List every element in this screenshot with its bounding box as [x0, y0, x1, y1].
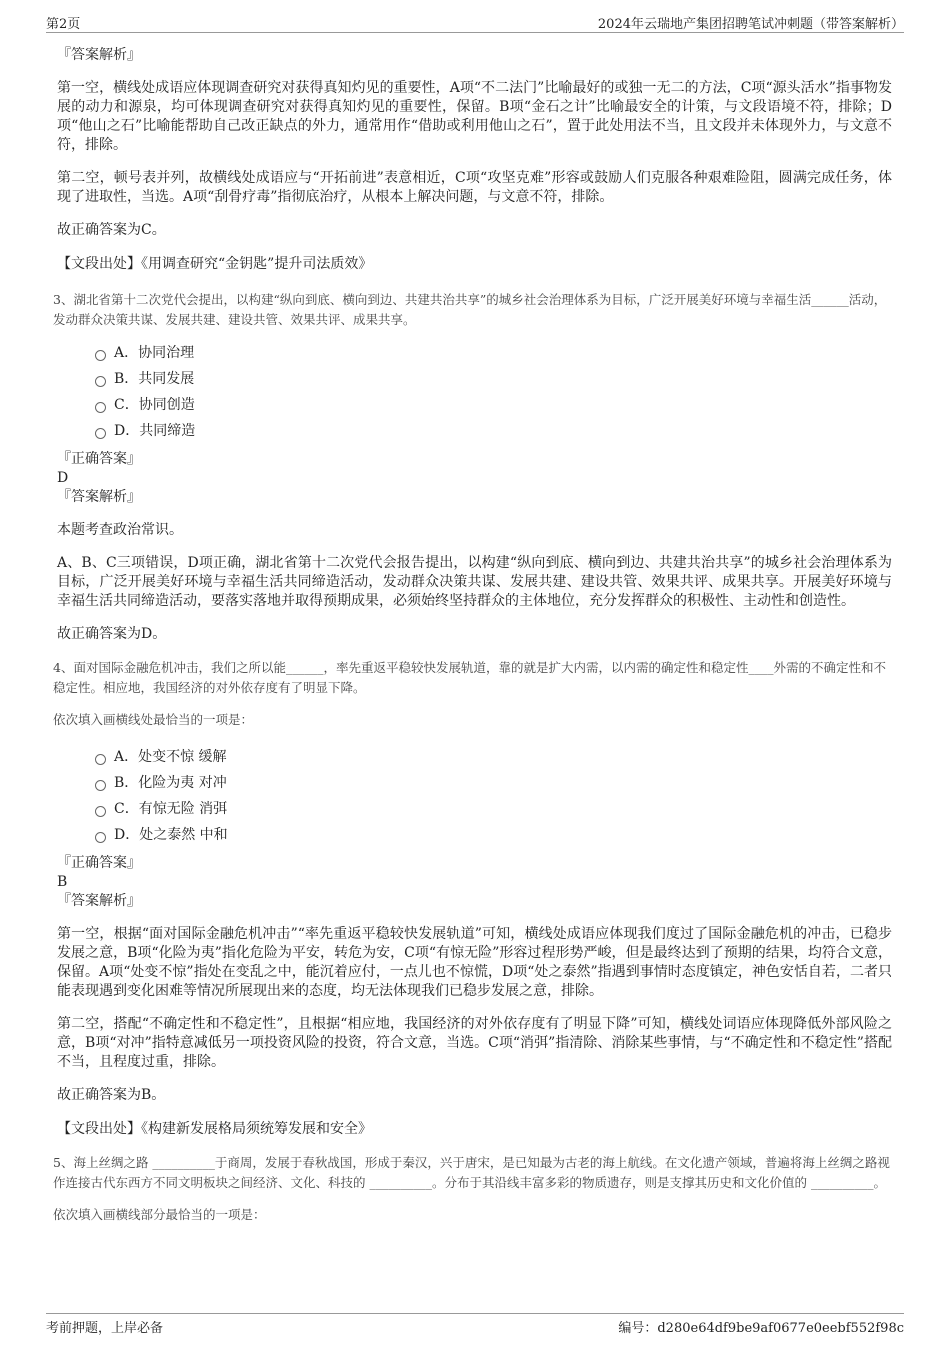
- q4-option-d[interactable]: D．处之泰然 中和: [95, 822, 892, 848]
- q5-question: 5、海上丝绸之路 __________于商周，发展于春秋战国，形成于秦汉，兴于唐宋，是已知最为古老的海上航线。在文化遗产领域，普遍将海上丝绸之路视作连接古代东西方不同文明板块之间经济、文化、科技的 __________。分布于其沿线丰富多彩的物质遗存，则是支撑其历史和文化价值的 __________。: [53, 1155, 890, 1190]
- radio-icon[interactable]: [95, 832, 106, 843]
- q4-conclusion: 故正确答案为B。: [57, 1087, 166, 1103]
- radio-icon[interactable]: [95, 402, 106, 413]
- q3-correct-answer: D: [57, 470, 69, 486]
- q3-options: [95, 340, 892, 444]
- radio-icon[interactable]: [95, 428, 106, 439]
- q4-analysis-label: 『答案解析』: [57, 893, 141, 909]
- page-content: [53, 46, 892, 1225]
- page-footer: [46, 1313, 904, 1336]
- q5-instruction: 依次填入画横线部分最恰当的一项是：: [53, 1207, 266, 1222]
- radio-icon[interactable]: [95, 806, 106, 817]
- q4-analysis-p1: 第一空，根据“面对国际金融危机冲击”“率先重返平稳较快发展轨道”可知，横线处成语应体现我们度过了国际金融危机的冲击，已稳步发展之意，B项“化险为夷”指化危险为平安，转危为安，C项“有惊无险”形容过程形势严峻，但是最终达到了预期的结果，均符合文意，保留。A项“处变不惊”指处在变乱之中，能沉着应付，一点儿也不惊慌，D项“处之泰然”指遇到事情时态度镇定，神色安恬自若，二者只能表现遇到变化困难等情况所展现出来的态度，均无法体现我们已稳步发展之意，排除。: [57, 926, 892, 999]
- q3-option-d[interactable]: D．共同缔造: [95, 418, 892, 444]
- q3-analysis-p2: A、B、C三项错误，D项正确，湖北省第十二次党代会报告提出，以构建“纵向到底、横向到边、共建共治共享”的城乡社会治理体系为目标，广泛开展美好环境与幸福生活共同缔造活动，发动群众决策共谋、发展共建、建设共管、效果共评、成果共享。开展美好环境与幸福生活共同缔造活动，要落实落地并取得预期成果，必须始终坚持群众的主体地位，充分发挥群众的积极性、主动性和创造性。: [57, 555, 892, 609]
- q2-conclusion: 故正确答案为C。: [57, 222, 166, 238]
- q2-source: 【文段出处】《用调查研究“金钥匙”提升司法质效》: [57, 256, 373, 272]
- q4-option-a[interactable]: A．处变不惊 缓解: [95, 744, 892, 770]
- q4-source: 【文段出处】《构建新发展格局须统筹发展和安全》: [57, 1121, 372, 1137]
- q4-option-c[interactable]: C．有惊无险 消弭: [95, 796, 892, 822]
- q3-analysis-p1: 本题考查政治常识。: [57, 522, 183, 538]
- q3-analysis-label: 『答案解析』: [57, 489, 141, 505]
- q2-analysis-label: 『答案解析』: [57, 47, 141, 63]
- radio-icon[interactable]: [95, 780, 106, 791]
- radio-icon[interactable]: [95, 350, 106, 361]
- q4-correct-label: 『正确答案』: [57, 855, 141, 871]
- q4-option-b[interactable]: B．化险为夷 对冲: [95, 770, 892, 796]
- q3-option-a[interactable]: A．协同治理: [95, 340, 892, 366]
- q3-option-b[interactable]: B．共同发展: [95, 366, 892, 392]
- q3-question: 3、湖北省第十二次党代会提出，以构建“纵向到底、横向到边、共建共治共享”的城乡社会治理体系为目标，广泛开展美好环境与幸福生活______活动，发动群众决策共谋、发展共建、建设共管、效果共评、成果共享。: [53, 292, 887, 327]
- q4-correct-answer: B: [57, 874, 68, 890]
- q3-correct-label: 『正确答案』: [57, 451, 141, 467]
- document-code: 编号：d280e64df9be9af0677e0eebf552f98c: [618, 1321, 904, 1336]
- q2-analysis-p1: 第一空，横线处成语应体现调查研究对获得真知灼见的重要性，A项“不二法门”比喻最好的或独一无二的方法，C项“源头活水”指事物发展的动力和源泉，均可体现调查研究对获得真知灼见的重要性，保留。B项“金石之计”比喻最安全的计策，与文段语境不符，排除；D项“他山之石”比喻能帮助自己改正缺点的外力，通常用作“借助或利用他山之石”，置于此处用法不当，且文段并未体现外力，与文意不符，排除。: [57, 80, 892, 153]
- q2-analysis-p2: 第二空，顿号表并列，故横线处成语应与“开拓前进”表意相近，C项“攻坚克难”形容或鼓励人们克服各种艰难险阻，圆满完成任务，体现了进取性，当选。A项“刮骨疗毒”指彻底治疗，从根本上解决问题，与文意不符，排除。: [57, 170, 892, 205]
- document-title: 2024年云瑞地产集团招聘笔试冲刺题（带答案解析）: [597, 17, 904, 32]
- page-header: [46, 10, 904, 33]
- q4-options: [95, 744, 892, 848]
- q4-question: 4、面对国际金融危机冲击，我们之所以能______，率先重返平稳较快发展轨道，靠的就是扩大内需，以内需的确定性和稳定性____外需的不确定性和不稳定性。相应地，我国经济的对外依存度有了明显下降。: [53, 660, 886, 695]
- q4-analysis-p2: 第二空，搭配“不确定性和不稳定性”，且根据“相应地，我国经济的对外依存度有了明显下降”可知，横线处词语应体现降低外部风险之意，B项“对冲”指特意减低另一项投资风险的投资，符合文意，当选。C项“消弭”指清除、消除某些事情，与“不确定性和不稳定性”搭配不当，且程度过重，排除。: [57, 1016, 892, 1070]
- radio-icon[interactable]: [95, 754, 106, 765]
- q4-instruction: 依次填入画横线处最恰当的一项是：: [53, 712, 254, 727]
- q3-option-c[interactable]: C．协同创造: [95, 392, 892, 418]
- page-number: 第2页: [46, 17, 81, 32]
- radio-icon[interactable]: [95, 376, 106, 387]
- footer-slogan: 考前押题，上岸必备: [46, 1321, 164, 1336]
- q3-conclusion: 故正确答案为D。: [57, 626, 167, 642]
